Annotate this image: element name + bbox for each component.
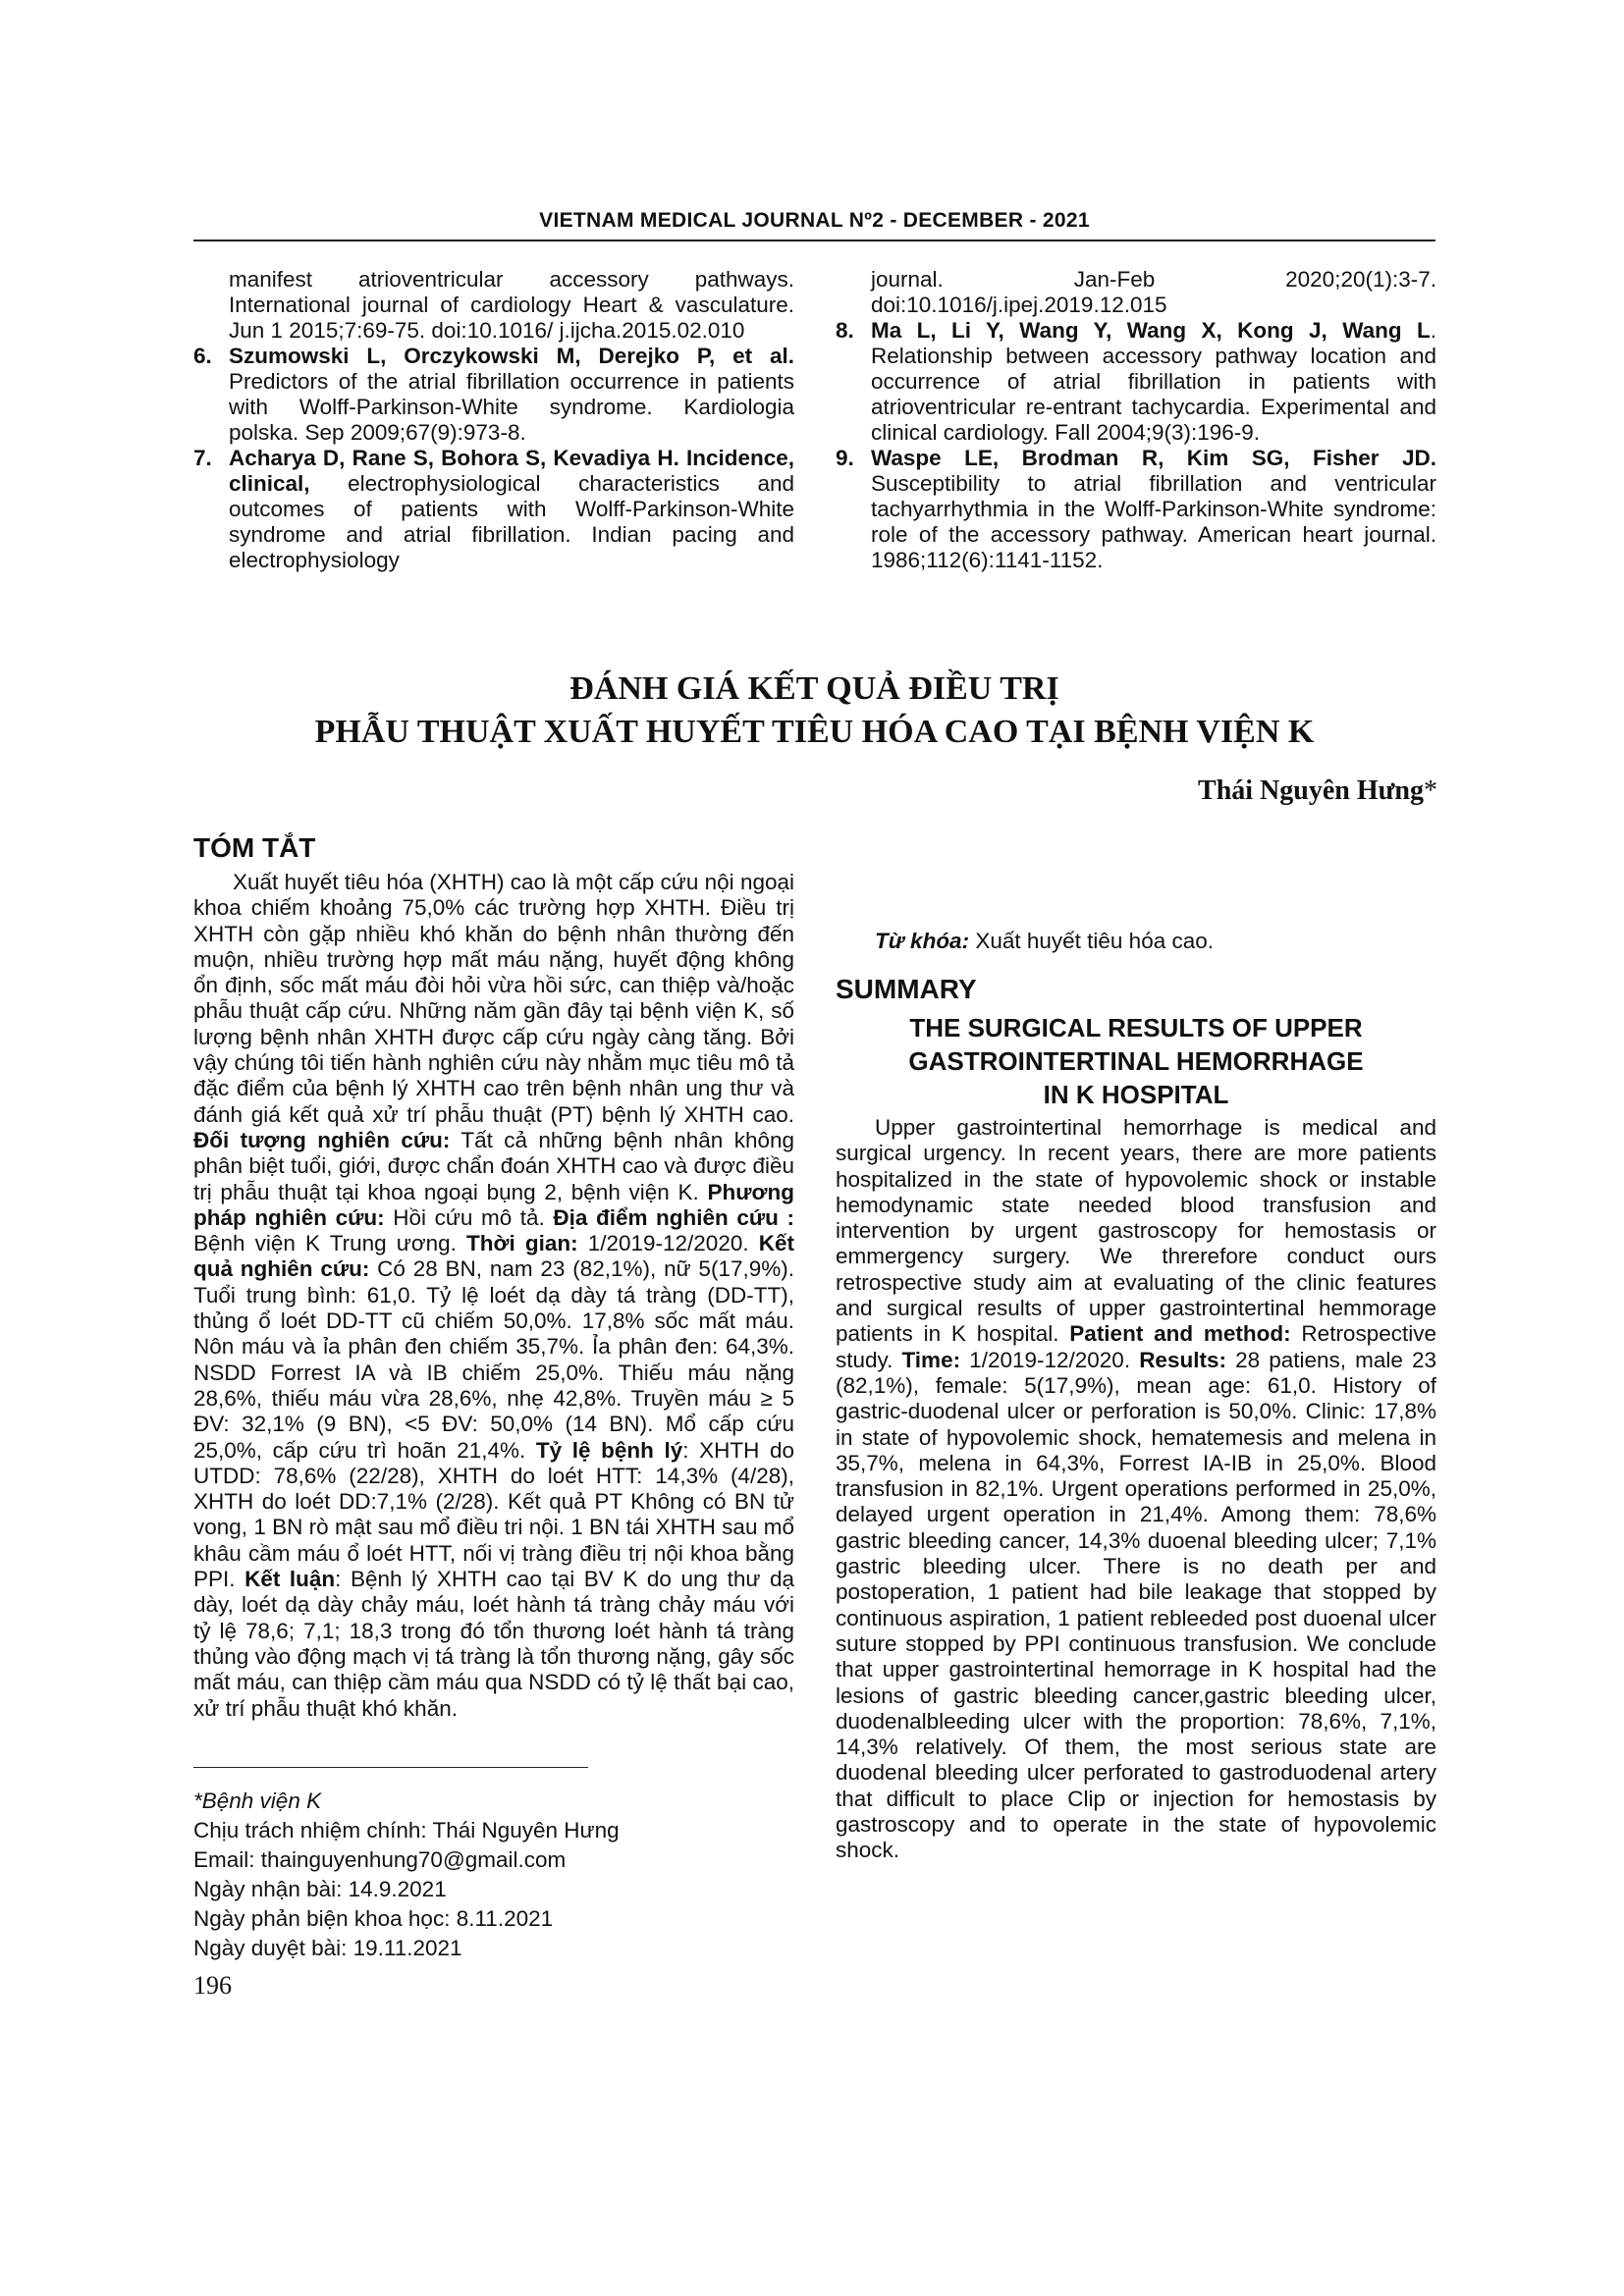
page-number: 196 [193, 1971, 232, 2000]
text-rate: : XHTH do UTDD: 78,6% (22/28), XHTH do loét HTT: 14,3% (4/28), XHTH do loét DD:7,1% (2/28). Kết quả PT Không có BN tử vong, 1 BN rò mật sau mổ điều tri nội. 1 BN tái XHTH sau mổ khâu cầm máu ổ loét HTT, nối vị tràng điều trị nội khoa bằng PPI. [193, 1437, 794, 1592]
text-patient-method: Retrospective study. [836, 1321, 1436, 1372]
reference-number: 9. [836, 446, 854, 470]
article-title-line-1: ĐÁNH GIÁ KẾT QUẢ ĐIỀU TRỊ [569, 670, 1059, 707]
footnote-accepted: Ngày duyệt bài: 19.11.2021 [193, 1936, 462, 1960]
abstract-vietnamese [193, 832, 794, 1722]
references-right-column [836, 267, 1436, 573]
reference-text: Susceptibility to atrial fibrillation and ventricular tachyarrhythmia in the Wolff-Parkinson-White syndrome: role of the accessory pathway. American heart journal. 1986;112(6):1141-1152. [871, 471, 1436, 572]
keywords-line [836, 929, 1436, 954]
text-results: Có 28 BN, nam 23 (82,1%), nữ 5(17,9%). Tuổi trung bình: 61,0. Tỷ lệ loét dạ dày tá tràng (DD-TT), thủng ổ loét DD-TT cũ chiếm 50,0%. 17,8% sốc mất máu. Nôn máu và ỉa phân đen chiếm 35,7%. Ỉa phân đen: 64,3%. NSDD Forrest IA và IB chiếm 25,0%. Thiếu máu nặng 28,6%, thiếu máu vừa 28,6%, nhẹ 42,8%. Truyền máu ≥ 5 ĐV: 32,1% (9 BN), <5 ĐV: 50,0% (14 BN). Mổ cấp cứu 25,0%, cấp cứu trì hoãn 21,4%. [193, 1256, 794, 1463]
references-left-column [193, 267, 794, 573]
footnote-email: Email: thainguyenhung70@gmail.com [193, 1847, 567, 1872]
text-location: Bệnh viện K Trung ương. [193, 1231, 457, 1256]
footnote-affiliation: *Bệnh viện K [193, 1789, 322, 1813]
reference-number: 7. [193, 446, 212, 470]
footnote-reviewed: Ngày phản biện khoa học: 8.11.2021 [193, 1906, 554, 1931]
reference-authors: Acharya D, Rane S, Bohora S, Kevadiya H. Incidence, clinical, [229, 446, 794, 496]
reference-number: 6. [193, 344, 212, 368]
reference-body [871, 446, 1436, 573]
label-conclusion: Kết luận [244, 1567, 336, 1592]
text-subjects: Tất cả những bệnh nhân không phân biệt tuổi, giới, được chẩn đoán XHTH cao và được điều trị phẫu thuật tại khoa ngoại bụng 2, bệnh viện K. [193, 1127, 794, 1204]
article-title [193, 667, 1435, 754]
summary-intro: Upper gastrointertinal hemorrhage is medical and surgical urgency. In recent years, there are more patients hospitalized in the state of hypovolemic shock or instable hemodynamic state needed blood transfusion and intervention by urgent gastroscopy for hemostasis or emmergency surgery. We threrefore conduct ours retrospective study aim at evaluating of the clinic features and surgical results of upper gastrointertinal hemmorage patients in K hospital. [836, 1115, 1436, 1347]
reference-7-continued [836, 267, 1436, 318]
reference-9 [836, 446, 1436, 573]
footnote-responsible: Chịu trách nhiệm chính: Thái Nguyên Hưng [193, 1818, 620, 1842]
reference-body [229, 344, 794, 446]
keywords-text: Xuất huyết tiêu hóa cao. [969, 929, 1215, 953]
text-results-en: 28 patiens, male 23 (82,1%), female: 5(17,9%), mean age: 61,0. History of gastric-duodenal ulcer or perforation is 50,0%. Clinic: 17,8% in state of hypovolemic shock, hematemesis and melena in 35,7%, melena in 64,3%, Forrest IA-IB in 25,0%. Blood transfusion in 82,1%. Urgent operations performed in 25,0%, delayed urgent operation in 21,4%. Among them: 78,6% gastric bleeding cancer, 14,3% duoenal bleeding ulcer; 7,1% gastric bleeding ulcer. There is no death per and postoperation, 1 patient had bile leakage that stopped by continuous aspiration, 1 patient rebleeded post duoenal ulcer suture stopped by PPI continuous transfusion. We conclude that upper gastrointertinal hemorrage in K hospital had the lesions of gastric bleeding cancer,gastric bleeding ulcer, duodenalbleeding ulcer with the proportion: 78,6%, 7,1%, 14,3% relatively. Of them, the most serious state are duodenal bleeding ulcer perforated to gastroduodenal artery that difficult to place Clip or injection for hemostasis by gastroscopy and to operate in the state of hypovolemic shock. [836, 1347, 1436, 1863]
footnote [193, 1787, 802, 1963]
summary-paragraph [836, 1115, 1436, 1864]
label-results: Kết quả nghiên cứu: [193, 1231, 794, 1282]
reference-body [871, 318, 1436, 446]
text-time-en: 1/2019-12/2020. [960, 1347, 1131, 1372]
summary-section [836, 974, 1436, 1864]
label-time-en: Time: [901, 1347, 961, 1372]
abstract-intro: Xuất huyết tiêu hóa (XHTH) cao là một cấp cứu nội ngoại khoa chiếm khoảng 75,0% các trường hợp XHTH. Điều trị XHTH còn gặp nhiều khó khăn do bệnh nhân thường đến muộn, nhiều trường hợp mất máu nặng, huyết động không ổn định, sốc mất máu đòi hỏi vừa hồi sức, can thiệp và/hoặc phẫu thuật cấp cứu. Những năm gần đây tại bệnh viện K, số lượng bệnh nhân XHTH được cấp cứu ngày càng tăng. Bởi vậy chúng tôi tiến hành nghiên cứu này nhằm mục tiêu mô tả đặc điểm của bệnh lý XHTH cao trên bệnh nhân ung thư và đánh giá kết quả xử trí phẫu thuật (PT) bệnh lý XHTH cao. [193, 870, 794, 1127]
summary-title-line-2: GASTROINTERTINAL HEMORRHAGE [908, 1046, 1364, 1076]
summary-body [836, 1115, 1436, 1864]
reference-number: 8. [836, 318, 854, 343]
label-patient-method: Patient and method: [1069, 1321, 1291, 1347]
reference-6 [193, 344, 794, 446]
reference-text: Predictors of the atrial fibrillation occurrence in patients with Wolff-Parkinson-White syndrome. Kardiologia polska. Sep 2009;67(9):973-8. [229, 369, 794, 445]
reference-text: journal. Jan-Feb 2020;20(1):3-7. doi:10.1016/j.ipej.2019.12.015 [871, 267, 1436, 317]
text-conclusion: : Bệnh lý XHTH cao tại BV K do ung thư dạ dày, loét dạ dày chảy máu, loét hành tá tràng chảy máu với tỷ lệ 78,6; 7,1; 18,3 trong đó tổn thương loét hành tá tràng thủng vào động mạch vị tá tràng là tổn thương nặng, gây sốc mất máu, can thiệp cầm máu qua NSDD có tỷ lệ thất bại cao, xử trí phẫu thuật khó khăn. [193, 1567, 794, 1721]
reference-text: electrophysiological characteristics and outcomes of patients with Wolff-Parkinson-White syndrome and atrial fibrillation. Indian pacing and electrophysiology [229, 471, 794, 572]
summary-title-line-3: IN K HOSPITAL [1043, 1080, 1229, 1109]
label-location: Địa điểm nghiên cứu : [553, 1204, 794, 1230]
keywords-block [836, 929, 1436, 954]
footnote-rule [193, 1767, 588, 1768]
author-line [1198, 775, 1437, 807]
reference-authors: Szumowski L, Orczykowski M, Derejko P, et al. [229, 344, 794, 368]
text-method: Hồi cứu mô tả. [384, 1204, 545, 1230]
author-name: Thái Nguyên Hưng [1198, 775, 1424, 806]
reference-body [229, 446, 794, 573]
reference-text: . Relationship between accessory pathway location and occurrence of atrial fibrillation in patients with atrioventricular re-entrant tachycardia. Experimental and clinical cardiology. Fall 2004;9(3):196-9. [871, 318, 1436, 445]
reference-7 [193, 446, 794, 573]
reference-text: manifest atrioventricular accessory pathways. International journal of cardiology Heart & vasculature. Jun 1 2015;7:69-75. doi:10.1016/ j.ijcha.2015.02.010 [229, 267, 794, 343]
label-subjects: Đối tượng nghiên cứu: [193, 1127, 451, 1152]
label-time: Thời gian: [466, 1231, 578, 1256]
header-rule [193, 240, 1435, 241]
abstract-body [193, 870, 794, 1722]
summary-title [836, 1011, 1436, 1111]
reference-8 [836, 318, 1436, 446]
reference-authors: Ma L, Li Y, Wang Y, Wang X, Kong J, Wang L [871, 318, 1431, 343]
summary-title-line-1: THE SURGICAL RESULTS OF UPPER [909, 1013, 1363, 1042]
label-results-en: Results: [1139, 1347, 1226, 1372]
label-rate: Tỷ lệ bệnh lý [535, 1437, 683, 1463]
reference-authors: Waspe LE, Brodman R, Kim SG, Fisher JD. [871, 446, 1436, 470]
footnote-received: Ngày nhận bài: 14.9.2021 [193, 1877, 447, 1901]
summary-heading: SUMMARY [836, 974, 977, 1004]
keywords-label: Từ khóa: [875, 929, 970, 953]
author-footnote-mark: * [1424, 775, 1437, 806]
abstract-heading: TÓM TẮT [193, 832, 316, 863]
article-title-line-2: PHẪU THUẬT XUẤT HUYẾT TIÊU HÓA CAO TẠI BỆNH VIỆN K [314, 714, 1315, 750]
reference-5-continued [193, 267, 794, 344]
running-header: VIETNAM MEDICAL JOURNAL Nº2 - DECEMBER - 2021 [539, 209, 1090, 232]
text-time: 1/2019-12/2020. [577, 1231, 749, 1256]
abstract-paragraph [193, 870, 794, 1722]
label-method: Phương pháp nghiên cứu: [193, 1179, 794, 1230]
